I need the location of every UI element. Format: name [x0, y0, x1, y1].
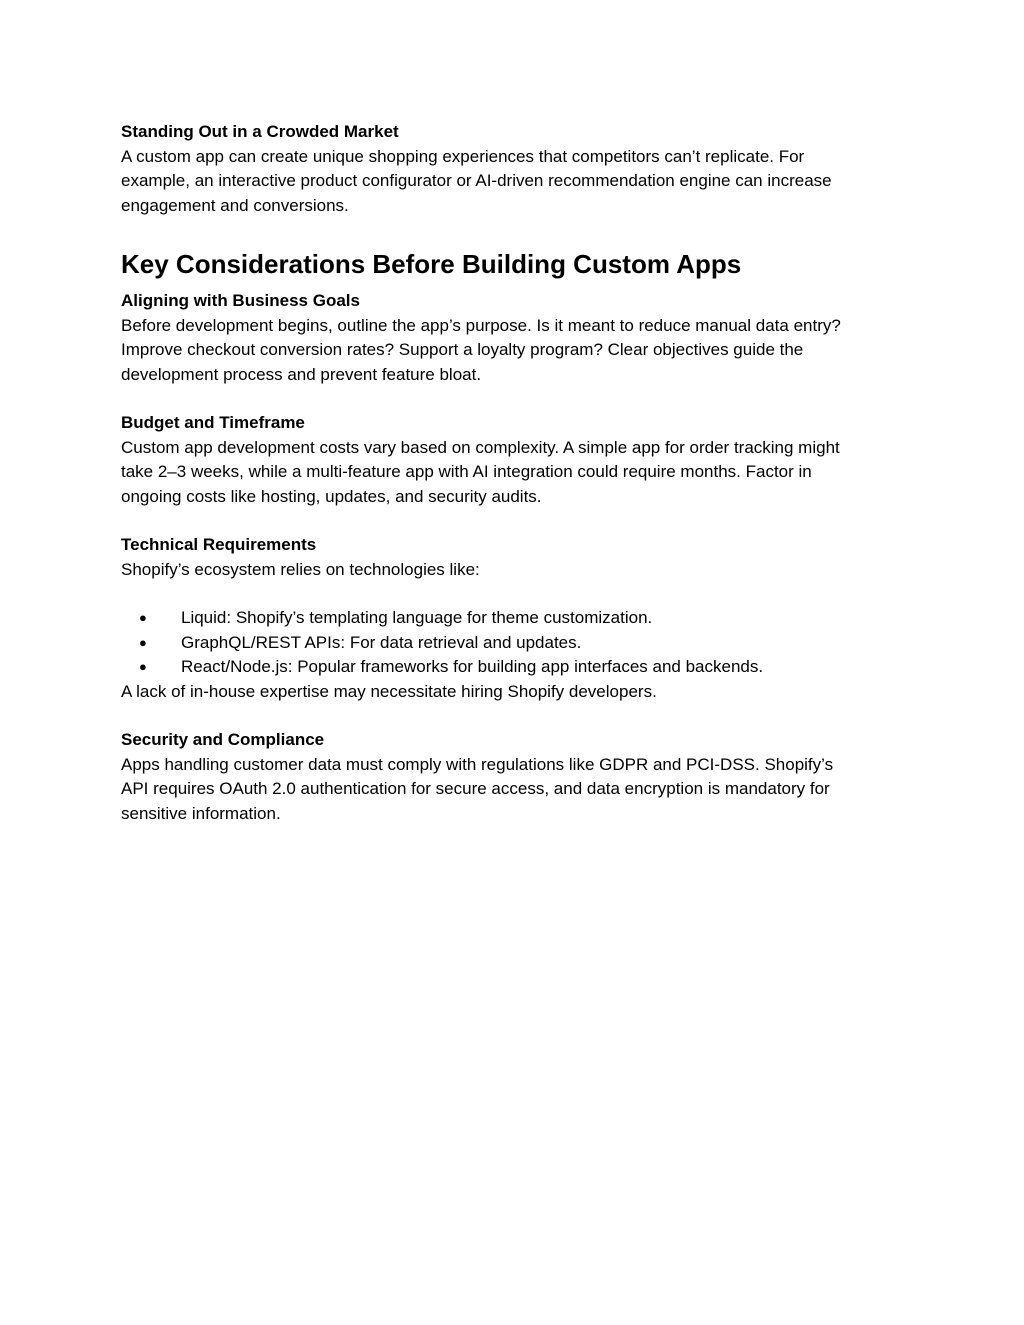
paragraph-line: take 2–3 weeks, while a multi-feature app with AI integration could require months. Factor in	[121, 462, 812, 481]
list-item	[121, 631, 921, 656]
paragraph-line: A lack of in-house expertise may necessitate hiring Shopify developers.	[121, 681, 657, 701]
bullet-icon: ●	[139, 659, 147, 674]
document-page	[121, 120, 921, 826]
section-heading: Security and Compliance	[121, 730, 325, 749]
section-heading: Technical Requirements	[121, 535, 317, 554]
technology-list	[121, 606, 921, 680]
paragraph-line: Shopify’s ecosystem relies on technologies like:	[121, 559, 480, 579]
list-item-text: React/Node.js: Popular frameworks for building app interfaces and backends.	[181, 657, 764, 676]
bullet-icon: ●	[139, 610, 147, 625]
paragraph-line: example, an interactive product configurator or AI-driven recommendation engine can increase	[121, 171, 832, 190]
paragraph-line: Apps handling customer data must comply with regulations like GDPR and PCI-DSS. Shopify’s	[121, 754, 834, 774]
paragraph-line: Improve checkout conversion rates? Support a loyalty program? Clear objectives guide the	[121, 340, 804, 359]
paragraph-line: A custom app can create unique shopping experiences that competitors can’t replicate. For	[121, 146, 805, 166]
paragraph-line: Before development begins, outline the app’s purpose. Is it meant to reduce manual data entry?	[121, 315, 841, 335]
paragraph-line: sensitive information.	[121, 803, 281, 823]
section-security	[121, 728, 921, 826]
section-heading: Aligning with Business Goals	[121, 291, 360, 310]
list-item	[121, 655, 921, 680]
paragraph-line: development process and prevent feature bloat.	[121, 364, 482, 384]
section-heading: Standing Out in a Crowded Market	[121, 122, 399, 141]
paragraph-line: API requires OAuth 2.0 authentication for secure access, and data encryption is mandatory for	[121, 779, 830, 798]
section-aligning	[121, 289, 921, 387]
section-technical	[121, 533, 921, 704]
section-budget	[121, 411, 921, 509]
section-standing-out	[121, 120, 921, 218]
bullet-icon: ●	[139, 634, 147, 650]
list-item-text: Liquid: Shopify’s templating language for theme customization.	[181, 608, 653, 627]
list-item-text: GraphQL/REST APIs: For data retrieval and updates.	[181, 632, 582, 652]
paragraph-line: ongoing costs like hosting, updates, and security audits.	[121, 486, 542, 506]
section-heading: Budget and Timeframe	[121, 413, 305, 432]
paragraph-line: engagement and conversions.	[121, 195, 349, 215]
main-heading: Key Considerations Before Building Custom Apps	[121, 249, 742, 279]
list-item	[121, 606, 921, 631]
paragraph-line: Custom app development costs vary based on complexity. A simple app for order tracking might	[121, 437, 840, 457]
